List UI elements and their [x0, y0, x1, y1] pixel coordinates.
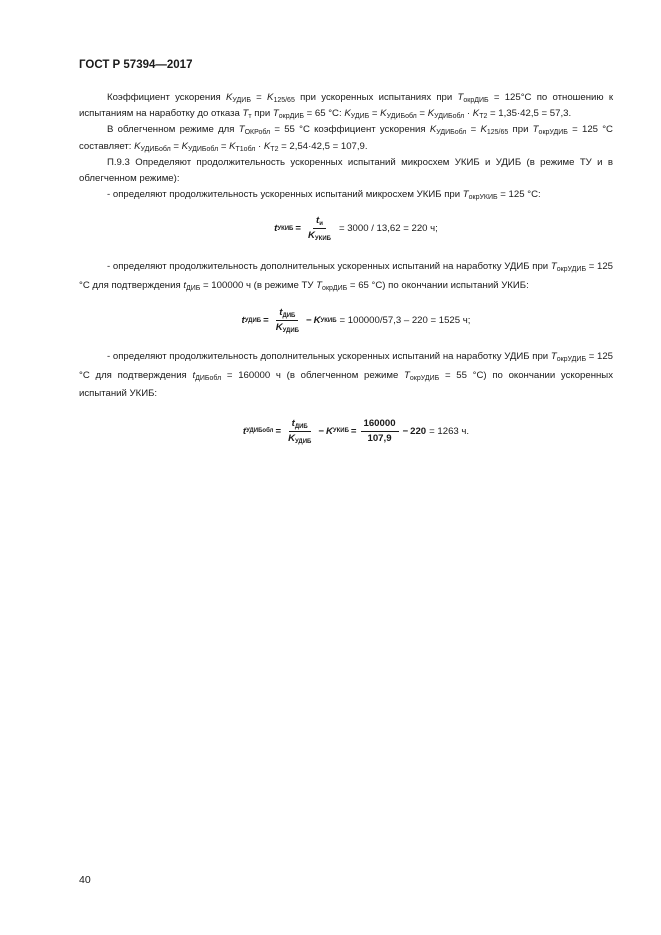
formula-ukib-duration: t УКИБ = $\frac{t_и}{K_{УКИБ}}$ = 3000 / 13,62 = 220 ч;	[274, 215, 438, 243]
fraction: $\frac{t_и}{K_{УКИБ}}$	[307, 215, 331, 243]
document-header: ГОСТ Р 57394—2017	[79, 59, 193, 71]
fraction: $\frac{t_{ДИБ}}{K_{УДИБ}}$	[288, 417, 312, 445]
paragraph-light-mode-coefficient: В облегченном режиме для $T_{ОКРобл} = 55$ °С коэффициент ускорения $K_{УДИБобл} = K_{125/65}$ при $T_{окрУДИБ} = 125$ °С составляет: $K_{УДИБобл} = K_{УДИБобл} = K_{Т1обл} \cdot K_{Т2} = 2,54\cdot 42,5 = 107,9$.	[79, 124, 613, 153]
formula-udib-light-duration: t УДИБобл = $\frac{t_{ДИБ}}{K_{УДИБ}}$ − K УКИБ = $\frac{160000}{107,9}$ − 220 = 1263 ч.	[242, 417, 470, 445]
paragraph-udib-duration: - определяют продолжительность дополнительных ускоренных испытаний на наработку УДИБ при $T_{окрУДИБ} = 125$ °С для подтверждения $t_{ДИБ} = 100000$ ч (в режиме ТУ $T_{окрДИБ} = 65$ °С) по окончании испытаний УКИБ:	[79, 261, 613, 292]
formula-udib-duration: t УДИБ = $\frac{t_{ДИБ}}{K_{УДИБ}}$ − K УКИБ = 100000/57,3 – 220 = 1525 ч;	[241, 307, 471, 335]
page-number: 40	[79, 874, 91, 886]
paragraph-ukib-duration: - определяют продолжительность ускоренных испытаний микросхем УКИБ при $T_{окрУКИБ} = 125$ °С:	[107, 189, 541, 202]
paragraph-acceleration-coefficient: Коэффициент ускорения $K_{УДИБ} = K_{125/65}$ при ускоренных испытаниях при $T_{окрДИБ} = 125^\circ С$ по отношению к испытаниям на наработку до отказа $T_т$ при $T_{окрДИБ} = 65$ °С: $K_{УДИБ} = K_{УДИБобл} = K_{УДИБобл} \cdot K_{Т2} = 1,35\cdot 42,5 = 57,3$.	[79, 92, 614, 121]
fraction-numeric: $\frac{160000}{107,9}$	[361, 418, 399, 445]
document-body	[79, 90, 613, 445]
paragraph-udib-light-duration: - определяют продолжительность дополнительных ускоренных испытаний на наработку УДИБ при $T_{окрУДИБ} = 125$ °С для подтверждения $t_{ДИБобл} = 160000$ ч (в облегченном режиме $T_{окрУДИБ} = 55$ °С) по окончании ускоренных испытаний УКИБ:	[79, 351, 614, 400]
paragraph-clause-9-3: П.9.3 Определяют продолжительность ускоренных испытаний микросхем УКИБ и УДИБ (в режиме ТУ и в облегченном режиме):	[79, 156, 613, 185]
fraction: $\frac{t_{ДИБ}}{K_{УДИБ}}$	[275, 307, 299, 335]
